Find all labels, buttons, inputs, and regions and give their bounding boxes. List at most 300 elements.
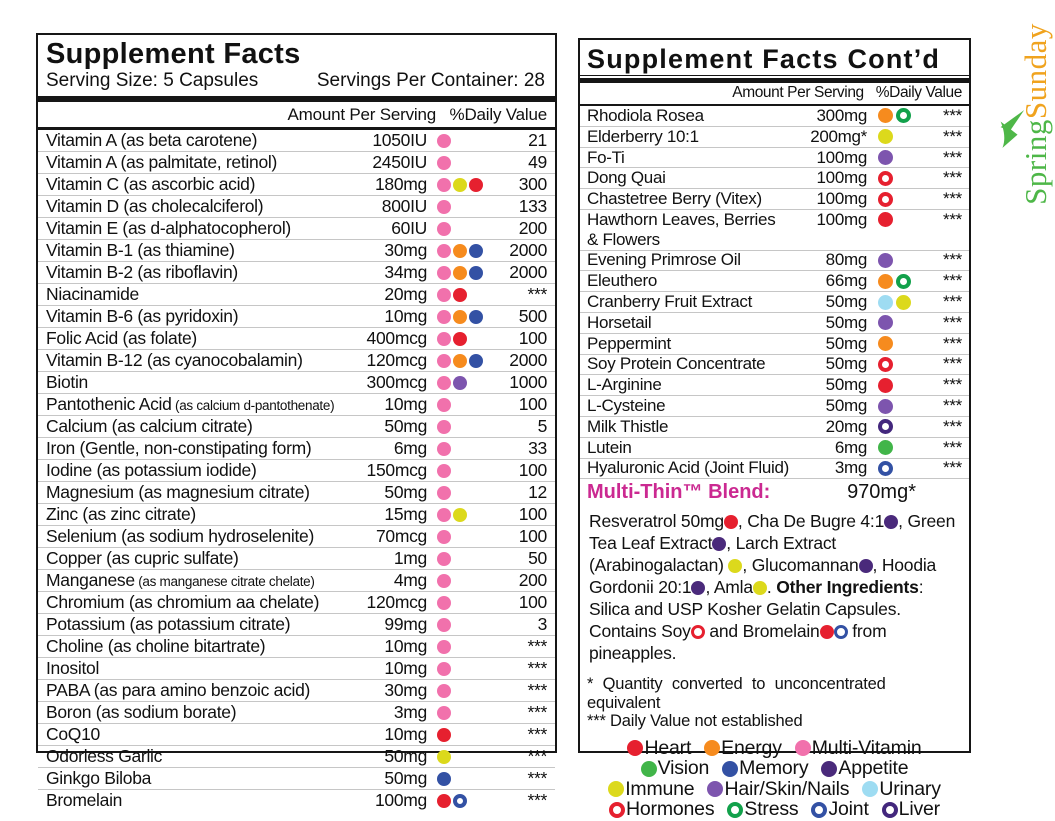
ingredient-row — [38, 327, 555, 349]
ingredient-row — [38, 745, 555, 767]
daily-value: *** — [943, 333, 962, 353]
ingredient-row — [38, 261, 555, 283]
ingredient-name: Iodine (as potassium iodide) — [46, 460, 257, 480]
blend-text: , Green Tea Leaf Extract — [589, 511, 956, 554]
ingredient-amount: 15mg — [384, 504, 427, 524]
footnote: *** Daily Value not established — [587, 712, 803, 731]
daily-value: 49 — [528, 152, 547, 172]
daily-value: *** — [527, 768, 547, 788]
ingredient-row — [580, 209, 969, 250]
ingredient-amount: 400mcg — [366, 328, 427, 348]
benefit-dots — [867, 171, 924, 186]
ingredient-name: Cranberry Fruit Extract — [587, 292, 753, 312]
vision-dot — [878, 440, 893, 455]
ingredient-amount: 3mg — [834, 458, 867, 478]
multi-vitamin-dot — [437, 486, 451, 500]
ingredient-name: Dong Quai — [587, 168, 666, 188]
logo-text-spring: Spring — [1018, 119, 1053, 205]
ingredient-name-detail: (as calcium d-pantothenate) — [171, 398, 335, 413]
ingredient-name-line2: & Flowers — [587, 229, 660, 249]
benefit-dots — [867, 150, 924, 165]
benefit-dots — [867, 336, 924, 351]
hormones-ring-dot — [878, 171, 893, 186]
ingredient-row — [38, 569, 555, 591]
ingredient-row — [38, 349, 555, 371]
benefit-dots — [867, 440, 924, 455]
multi-vitamin-dot — [437, 178, 451, 192]
stress-ring-dot — [896, 108, 911, 123]
panel-title-contd: Supplement Facts Cont’d — [587, 44, 941, 74]
benefit-dots — [427, 706, 499, 720]
multi-vitamin-dot — [437, 288, 451, 302]
column-headers — [580, 83, 969, 104]
ingredient-amount: 100mg — [816, 189, 867, 209]
ingredient-name: Horsetail — [587, 312, 652, 332]
ingredient-row — [580, 250, 969, 271]
footnote: * Quantity converted to unconcentrated equivalent — [587, 675, 886, 712]
benefit-dots — [867, 315, 924, 330]
multi-vitamin-dot — [437, 376, 451, 390]
ingredient-name: Elderberry 10:1 — [587, 126, 699, 146]
daily-value: *** — [527, 658, 547, 678]
ingredient-row — [38, 151, 555, 173]
appetite-dot — [821, 761, 837, 777]
blend-text: from pineapples. — [589, 621, 887, 664]
ingredient-name: Soy Protein Concentrate — [587, 354, 766, 374]
footnotes — [580, 666, 969, 733]
memory-dot — [469, 310, 483, 324]
multi-vitamin-dot — [437, 552, 451, 566]
ingredient-list-contd — [580, 106, 969, 478]
daily-value: *** — [943, 437, 962, 457]
ingredient-row — [38, 217, 555, 239]
daily-value: 12 — [528, 482, 547, 502]
memory-dot — [722, 761, 738, 777]
legend-label: Appetite — [838, 757, 909, 780]
daily-value: *** — [943, 105, 962, 125]
ingredient-row — [580, 354, 969, 375]
benefit-dots — [427, 684, 499, 698]
joint-ring-dot — [453, 794, 467, 808]
daily-value: 100 — [518, 592, 547, 612]
daily-value: *** — [943, 375, 962, 395]
benefit-dots — [867, 192, 924, 207]
ingredient-row — [38, 789, 555, 811]
ingredient-amount: 180mg — [374, 174, 427, 194]
ingredient-amount: 20mg — [384, 284, 427, 304]
heart-dot — [627, 740, 643, 756]
immune-dot — [437, 750, 451, 764]
daily-value: *** — [943, 209, 962, 229]
blend-text: , Cha De Bugre 4:1 — [737, 511, 885, 532]
ingredient-amount: 50mg — [384, 416, 427, 436]
ingredient-amount: 50mg — [384, 768, 427, 788]
hormones-ring-dot — [878, 192, 893, 207]
ingredient-row — [38, 437, 555, 459]
multi-vitamin-dot — [437, 464, 451, 478]
benefit-dots — [427, 486, 499, 500]
benefit-dots — [867, 378, 924, 393]
multi-vitamin-dot — [437, 156, 451, 170]
serving-size: Serving Size: 5 Capsules — [46, 70, 259, 91]
benefit-dots — [427, 596, 499, 610]
ingredient-row — [580, 147, 969, 168]
multi-vitamin-dot — [437, 596, 451, 610]
ingredient-name: Milk Thistle — [587, 416, 669, 436]
ingredient-row — [38, 525, 555, 547]
ingredient-name: Inositol — [46, 658, 100, 678]
daily-value: *** — [527, 746, 547, 766]
heart-dot — [437, 728, 451, 742]
ingredient-name: Vitamin D (as cholecalciferol) — [46, 196, 264, 216]
hair-skin-nails-dot — [707, 781, 723, 797]
ingredient-row — [38, 195, 555, 217]
ingredient-amount: 20mg — [825, 416, 867, 436]
ingredient-row — [38, 173, 555, 195]
daily-value: 133 — [518, 196, 547, 216]
ingredient-name: Hyaluronic Acid (Joint Fluid) — [587, 458, 789, 478]
ingredient-name: Pantothenic Acid (as calcium d-pantothenate) — [46, 394, 335, 414]
ingredient-name: Biotin — [46, 372, 88, 392]
appetite-dot — [859, 559, 873, 573]
ingredient-row — [38, 767, 555, 789]
ingredient-amount: 120mcg — [366, 350, 427, 370]
ingredient-amount: 800IU — [381, 196, 427, 216]
multi-vitamin-dot — [437, 134, 451, 148]
stress-ring-dot — [896, 274, 911, 289]
ingredient-name: Folic Acid (as folate) — [46, 328, 197, 348]
blend-text: : Silica and USP Kosher Gelatin Capsules. Contains Soy — [589, 577, 924, 642]
ingredient-row — [38, 613, 555, 635]
ingredient-amount: 50mg — [825, 333, 867, 353]
ingredient-row — [38, 371, 555, 393]
benefit-dots — [867, 419, 924, 434]
liver-ring-dot — [882, 802, 898, 818]
ingredient-row — [38, 503, 555, 525]
benefit-dots — [867, 108, 924, 123]
ingredient-amount: 66mg — [825, 271, 867, 291]
ingredient-amount: 10mg — [384, 636, 427, 656]
daily-value: 21 — [528, 130, 547, 150]
ingredient-row — [38, 305, 555, 327]
benefit-dots — [867, 461, 924, 476]
daily-value-column-header: %Daily Value — [449, 105, 547, 124]
ingredient-row — [38, 415, 555, 437]
ingredient-name: Vitamin B-1 (as thiamine) — [46, 240, 235, 260]
bird-icon — [994, 108, 1026, 150]
benefit-dots — [427, 310, 499, 324]
ingredient-row — [580, 458, 969, 479]
heart-dot — [453, 332, 467, 346]
immune-dot — [608, 781, 624, 797]
ingredient-name: Choline (as choline bitartrate) — [46, 636, 266, 656]
ingredient-row — [38, 239, 555, 261]
blend-amount: 970mg* — [847, 481, 916, 504]
legend-item — [882, 798, 940, 821]
liver-ring-dot — [878, 419, 893, 434]
hair-skin-nails-dot — [878, 253, 893, 268]
ingredient-name: L-Cysteine — [587, 396, 666, 416]
legend-label: Immune — [625, 777, 695, 800]
blend-text: , Amla — [705, 577, 753, 598]
benefit-dots — [427, 398, 499, 412]
benefit-dots — [867, 129, 924, 144]
benefit-dots — [427, 376, 499, 390]
heart-dot — [724, 515, 738, 529]
multi-vitamin-dot — [437, 310, 451, 324]
legend-row — [580, 758, 969, 779]
legend-label: Joint — [828, 798, 869, 821]
multi-vitamin-dot — [437, 706, 451, 720]
ingredient-name: Vitamin A (as beta carotene) — [46, 130, 258, 150]
hair-skin-nails-dot — [878, 399, 893, 414]
multi-vitamin-dot — [437, 618, 451, 632]
ingredient-amount: 60IU — [391, 218, 427, 238]
blend-text: and Bromelain — [704, 621, 820, 642]
supplement-facts-contd-panel — [578, 38, 971, 821]
amount-column-header: Amount Per Serving — [732, 84, 864, 101]
ingredient-name: PABA (as para amino benzoic acid) — [46, 680, 311, 700]
legend-label: Liver — [898, 798, 940, 821]
ingredient-name: Ginkgo Biloba — [46, 768, 152, 788]
ingredient-amount: 300mcg — [366, 372, 427, 392]
immune-dot — [753, 581, 767, 595]
daily-value: *** — [527, 790, 547, 810]
blend-text: Resveratrol 50mg — [589, 511, 724, 532]
memory-dot — [469, 266, 483, 280]
ingredient-row — [580, 167, 969, 188]
vision-dot — [641, 761, 657, 777]
immune-dot — [878, 129, 893, 144]
ingredient-amount: 200mg* — [810, 126, 867, 146]
legend-label: Urinary — [879, 777, 941, 800]
benefit-dots — [427, 794, 499, 808]
legend-item — [727, 798, 798, 821]
ingredient-row — [38, 459, 555, 481]
energy-dot — [453, 354, 467, 368]
benefit-dots — [427, 354, 499, 368]
supplement-facts-panel — [36, 33, 557, 810]
ingredient-amount: 50mg — [825, 292, 867, 312]
heart-dot — [878, 212, 893, 227]
legend-row — [580, 799, 969, 820]
urinary-dot — [862, 781, 878, 797]
energy-dot — [453, 266, 467, 280]
blend-ingredients-paragraph — [580, 505, 969, 666]
ingredient-row — [38, 283, 555, 305]
ingredient-amount: 99mg — [384, 614, 427, 634]
legend-row — [580, 779, 969, 800]
legend-row — [580, 738, 969, 759]
daily-value: 2000 — [509, 240, 547, 260]
benefit-dots — [427, 508, 499, 522]
ingredient-row — [580, 188, 969, 209]
ingredient-row — [38, 393, 555, 415]
immune-dot — [453, 508, 467, 522]
ingredient-name: Bromelain — [46, 790, 123, 810]
daily-value: 33 — [528, 438, 547, 458]
ingredient-name: Vitamin B-12 (as cyanocobalamin) — [46, 350, 303, 370]
ingredient-name-detail: (as manganese citrate chelate) — [134, 574, 315, 589]
daily-value: *** — [527, 680, 547, 700]
ingredient-amount: 80mg — [825, 250, 867, 270]
ingredient-row — [580, 333, 969, 354]
daily-value: *** — [943, 354, 962, 374]
ingredient-amount: 1mg — [393, 548, 427, 568]
blend-text: . — [766, 577, 777, 598]
ingredient-amount: 100mg — [374, 790, 427, 810]
ingredient-amount: 34mg — [384, 262, 427, 282]
daily-value: 100 — [518, 328, 547, 348]
amount-column-header: Amount Per Serving — [287, 105, 436, 124]
legend-label: Energy — [721, 736, 782, 759]
ingredient-amount: 150mcg — [366, 460, 427, 480]
ingredient-amount: 2450IU — [372, 152, 427, 172]
benefit-dots — [867, 295, 924, 310]
energy-dot — [453, 310, 467, 324]
daily-value: 2000 — [509, 262, 547, 282]
ingredient-row — [580, 312, 969, 333]
benefit-dots — [427, 772, 499, 786]
benefit-dots — [867, 274, 924, 289]
daily-value: 200 — [518, 218, 547, 238]
multi-vitamin-dot — [437, 420, 451, 434]
multi-vitamin-dot — [437, 508, 451, 522]
ingredient-amount: 50mg — [384, 746, 427, 766]
daily-value: 300 — [518, 174, 547, 194]
benefit-dots — [427, 134, 499, 148]
ingredient-amount: 50mg — [825, 354, 867, 374]
hormones-ring-dot — [878, 357, 893, 372]
panel-title: Supplement Facts — [46, 38, 301, 70]
benefit-dots — [427, 530, 499, 544]
benefit-dots — [427, 200, 499, 214]
multi-vitamin-dot — [437, 398, 451, 412]
legend-item — [811, 798, 868, 821]
energy-dot — [704, 740, 720, 756]
ingredient-name: Vitamin B-2 (as riboflavin) — [46, 262, 238, 282]
ingredient-amount: 10mg — [384, 658, 427, 678]
legend-label: Multi-Vitamin — [811, 736, 922, 759]
daily-value: *** — [943, 250, 962, 270]
blend-title: Multi-Thin™ Blend: — [587, 481, 771, 504]
ingredient-name: Iron (Gentle, non-constipating form) — [46, 438, 312, 458]
ingredient-name: Evening Primrose Oil — [587, 250, 741, 270]
ingredient-amount: 100mg — [816, 147, 867, 167]
ingredient-row — [580, 437, 969, 458]
serving-info — [38, 70, 555, 96]
ingredient-row — [38, 481, 555, 503]
daily-value: *** — [943, 416, 962, 436]
daily-value: *** — [943, 458, 962, 478]
ingredient-amount: 10mg — [384, 306, 427, 326]
ingredient-row — [580, 270, 969, 291]
hormones-ring-dot — [691, 625, 705, 639]
urinary-dot — [878, 295, 893, 310]
ingredient-amount: 300mg — [816, 105, 867, 125]
benefit-dots — [427, 288, 499, 302]
energy-dot — [878, 108, 893, 123]
daily-value: 3 — [537, 614, 547, 634]
other-ingredients-label: Other Ingredients — [776, 577, 919, 598]
ingredient-row — [580, 106, 969, 126]
hair-skin-nails-dot — [453, 376, 467, 390]
thick-divider — [580, 75, 969, 83]
logo-text-sunday: Sunday — [1018, 23, 1053, 120]
benefit-dots — [427, 464, 499, 478]
stress-ring-dot — [727, 802, 743, 818]
blend-text: , Larch Extract (Arabinogalactan) — [589, 533, 837, 576]
heart-dot — [469, 178, 483, 192]
ingredient-amount: 50mg — [384, 482, 427, 502]
ingredient-name: Magnesium (as magnesium citrate) — [46, 482, 310, 502]
daily-value: *** — [943, 271, 962, 291]
column-headers — [38, 102, 555, 127]
hormones-ring-dot — [609, 802, 625, 818]
immune-dot — [896, 295, 911, 310]
heart-dot — [878, 378, 893, 393]
ingredient-amount: 100mg — [816, 168, 867, 188]
heart-dot — [820, 625, 834, 639]
heart-dot — [437, 794, 451, 808]
daily-value: 50 — [528, 548, 547, 568]
memory-dot — [469, 244, 483, 258]
daily-value: 100 — [518, 394, 547, 414]
ingredient-name: Hawthorn Leaves, Berries — [587, 209, 776, 229]
ingredient-name: CoQ10 — [46, 724, 100, 744]
ingredient-amount: 10mg — [384, 394, 427, 414]
benefit-dots — [867, 253, 924, 268]
ingredient-amount: 4mg — [393, 570, 427, 590]
daily-value: 500 — [518, 306, 547, 326]
energy-dot — [878, 336, 893, 351]
ingredient-amount: 3mg — [393, 702, 427, 722]
ingredient-row — [580, 395, 969, 416]
multi-thin-blend-row — [580, 478, 969, 505]
benefit-dots — [427, 244, 499, 258]
benefit-dots — [427, 618, 499, 632]
benefit-dots — [867, 212, 924, 227]
benefit-dots — [427, 222, 499, 236]
ingredient-name: Peppermint — [587, 333, 671, 353]
multi-vitamin-dot — [437, 662, 451, 676]
ingredient-row — [580, 416, 969, 437]
multi-vitamin-dot — [437, 684, 451, 698]
ingredient-name: Zinc (as zinc citrate) — [46, 504, 196, 524]
ingredient-amount: 6mg — [834, 437, 867, 457]
benefit-dots — [427, 728, 499, 742]
multi-vitamin-dot — [437, 640, 451, 654]
benefit-dots — [427, 750, 499, 764]
ingredient-amount: 100mg — [816, 209, 867, 229]
benefit-dots — [867, 399, 924, 414]
legend-item — [609, 798, 714, 821]
benefit-dots — [427, 178, 499, 192]
ingredient-name: Fo-Ti — [587, 147, 625, 167]
joint-ring-dot — [811, 802, 827, 818]
ingredient-row — [38, 635, 555, 657]
hair-skin-nails-dot — [878, 315, 893, 330]
ingredient-name: L-Arginine — [587, 375, 662, 395]
ingredient-name: Niacinamide — [46, 284, 139, 304]
multi-vitamin-dot — [437, 200, 451, 214]
daily-value: 2000 — [509, 350, 547, 370]
energy-dot — [878, 274, 893, 289]
ingredient-amount: 10mg — [384, 724, 427, 744]
daily-value: *** — [527, 702, 547, 722]
ingredient-name: Manganese (as manganese citrate chelate) — [46, 570, 315, 590]
joint-ring-dot — [878, 461, 893, 476]
